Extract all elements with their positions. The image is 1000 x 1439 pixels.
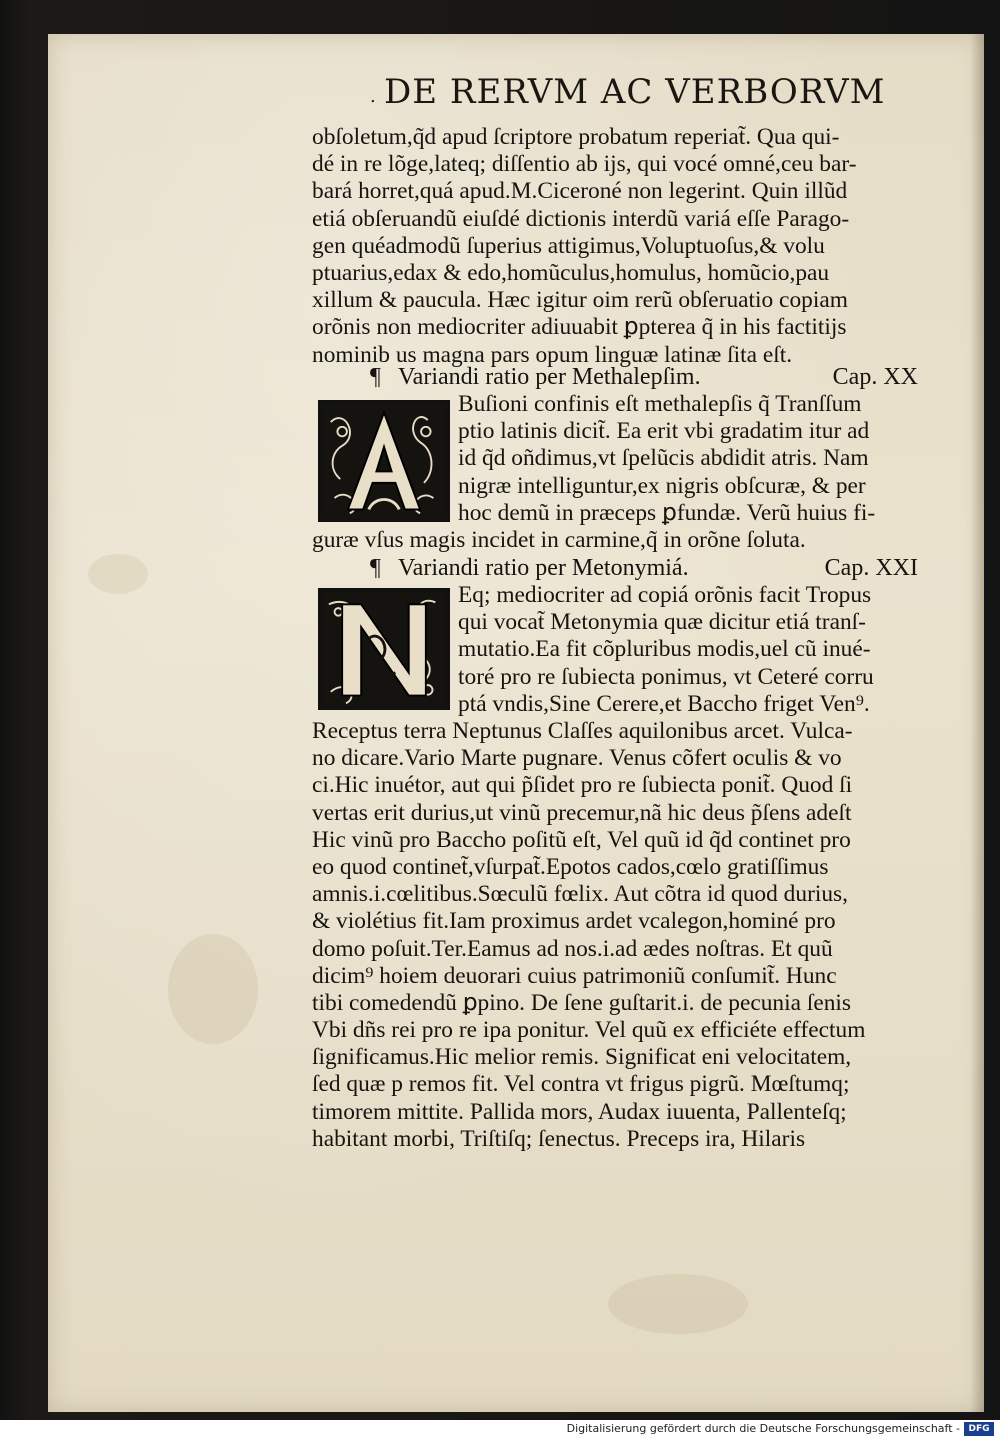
text-line: no dicare.Vario Marte pugnare. Venus cõfert oculis & vo (312, 745, 842, 772)
text-line: etiá obſeruandũ eiuſdé dictionis interdũ variá eſſe Parago- (312, 205, 850, 232)
paragraph-1 (312, 124, 944, 369)
text-line: Receptus terra Neptunus Claſſes aquilonibus arcet. Vulca- (312, 718, 853, 744)
chapter-number: Cap. XX (832, 364, 918, 390)
text-line: dicim⁹ hoiem deuorari cuius patrimoniũ conſumit̃. Hunc (312, 962, 837, 989)
text-line: Vbi dñs rei pro re ipa ponitur. Vel quũ ex efficiéte effectum (312, 1017, 866, 1044)
text-line: Buſioni confinis eſt methalepſis q̃ Tranſſum (458, 391, 862, 417)
text-line: hoc demũ in præceps ꝑfundæ. Verũ huius fi- (458, 499, 876, 526)
text-line: ſed quæ p remos fit. Vel contra vt frigus pigrũ. Mœſtumq; (312, 1071, 850, 1098)
text-line: ci.Hic inuétor, aut qui p̃ſidet pro re ſubiecta ponit̃. Quod ſi (312, 772, 853, 799)
text-line: xillum & paucula. Hæc igitur oim rerũ obſeruatio copiam (312, 287, 848, 314)
text-line: tibi comedendũ ꝑpino. De ſene guſtarit.i. de pecunia ſenis (312, 989, 852, 1016)
text-line: toré pro re ſubiecta ponimus, vt Ceteré corru (458, 663, 874, 690)
text-line: nigræ intelliguntur,ex nigris obſcuræ, & per (458, 472, 866, 499)
dfg-logo: DFG (964, 1422, 994, 1436)
text-line: Hic vinũ pro Baccho poſitũ eſt, Vel quũ id q̃d continet pro (312, 826, 851, 853)
text-line: obſoletum,q̃d apud ſcriptore probatum reperiat̃. Qua qui- (312, 124, 840, 150)
header-title: DE RERVM AC VERBORVM (384, 72, 886, 112)
paragraph-3-beside-initial (312, 582, 944, 718)
text-line: gen quéadmodũ ſuperius attigimus,Voluptuoſus,& volu (312, 232, 825, 259)
chapter-heading-20 (370, 364, 930, 392)
text-line: ptuarius,edax & edo,homũculus,homulus, homũcio,pau (312, 259, 830, 286)
paragraph-2-beside-initial (312, 391, 944, 527)
text-line: orõnis non mediocriter adiuuabit ꝑpterea q̃ in his factitijs (312, 314, 847, 341)
chapter-title: Variandi ratio per Metonymiá. (398, 555, 689, 581)
paragraph-3-continued (312, 718, 944, 1153)
header-mark: . (370, 86, 377, 107)
text-line: vertas erit durius,ut vinũ precemur,nã hic deus p̃ſens adeſt (312, 799, 852, 826)
text-line: id q̃d oñdimus,vt ſpelũcis abdidit atris. Nam (458, 445, 869, 472)
pilcrow-mark: ¶ (370, 555, 381, 581)
text-line: bará horret,quá apud.M.Ciceroné non legerint. Quin illũd (312, 178, 848, 205)
running-header (370, 72, 886, 112)
text-line: qui vocat̃ Metonymia quæ dicitur etiá tranſ- (458, 609, 866, 636)
text-line: dé in re lõge,lateq; diſſentio ab ijs, qui vocé omné,ceu bar- (312, 151, 857, 178)
text-line: ſignificamus.Hic melior remis. Significat eni velocitatem, (312, 1044, 852, 1071)
text-line: eo quod continet̃,vſurpat̃.Epotos cados,cœlo gratiſſimus (312, 853, 829, 880)
pilcrow-mark: ¶ (370, 364, 381, 390)
text-line: habitant morbi, Triſtiſq; ſenectus. Preceps ira, Hilaris (312, 1125, 806, 1152)
text-line: ptá vndis,Sine Cerere,et Baccho friget Ven⁹. (458, 690, 870, 717)
paper-stain (88, 554, 148, 594)
funding-notice: Digitalisierung gefördert durch die Deutsche Forschungsgemeinschaft - (566, 1422, 960, 1435)
text-line: amnis.i.cœlitibus.Sœculũ fœlix. Aut cõtra id quod durius, (312, 881, 848, 908)
paper-stain (168, 934, 258, 1044)
text-line: domo poſuit.Ter.Eamus ad nos.i.ad ædes noſtras. Et quũ (312, 935, 833, 962)
text-line: Eq; mediocriter ad copiá orõnis facit Tropus (458, 582, 872, 608)
digitization-footer (0, 1420, 1000, 1439)
text-line: & violétius fit.Iam proximus ardet vcalegon,hominé pro (312, 908, 836, 935)
text-line: ptio latinis dicit̃. Ea erit vbi gradatim itur ad (458, 418, 870, 445)
text-line: nominib us magna pars opum linguæ latinæ ſita eſt. (312, 341, 793, 368)
chapter-number: Cap. XXI (824, 555, 918, 581)
text-line: mutatio.Ea fit cõpluribus modis,uel cũ inué- (458, 636, 871, 663)
paper-stain (608, 1274, 748, 1334)
chapter-heading-21 (370, 555, 930, 583)
chapter-title: Variandi ratio per Methalepſim. (398, 364, 701, 390)
paragraph-2-continued (312, 527, 944, 554)
text-line: timorem mittite. Pallida mors, Audax iuuenta, Pallenteſq; (312, 1098, 847, 1125)
text-line: guræ vſus magis incidet in carmine,q̃ in orõne ſoluta. (312, 527, 806, 553)
